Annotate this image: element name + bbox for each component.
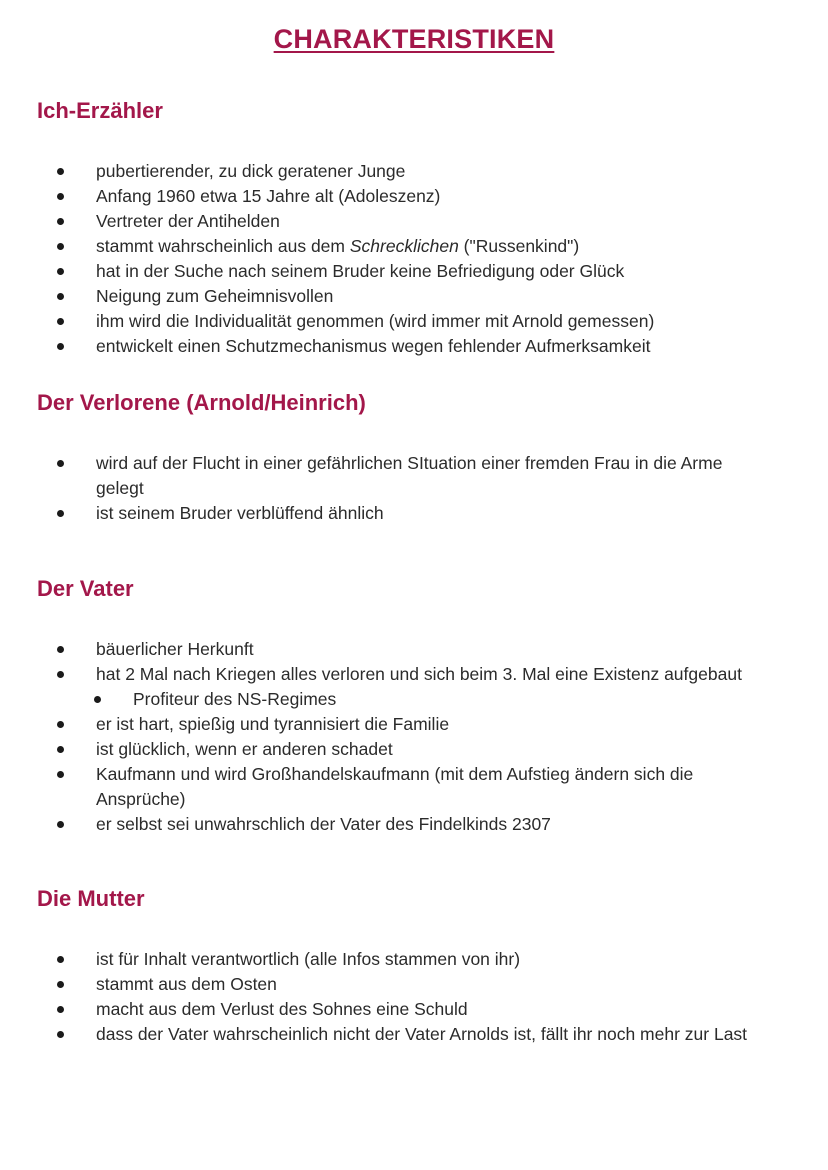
section-heading-ich-erzaehler: Ich-Erzähler <box>37 98 163 123</box>
list-item: ist glücklich, wenn er anderen schadet <box>0 737 800 762</box>
list-die-mutter <box>0 947 800 1047</box>
list-item: er selbst sei unwahrschlich der Vater des Findelkinds 2307 <box>0 812 800 837</box>
list-item-text: ("Russenkind") <box>458 236 580 256</box>
list-item: bäuerlicher Herkunft <box>0 637 800 662</box>
page-title: CHARAKTERISTIKEN <box>273 24 555 54</box>
list-item: ihm wird die Individualität genommen (wird immer mit Arnold gemessen) <box>0 309 800 334</box>
list-item: dass der Vater wahrscheinlich nicht der Vater Arnolds ist, fällt ihr noch mehr zur Last <box>0 1022 800 1047</box>
list-item: hat in der Suche nach seinem Bruder keine Befriedigung oder Glück <box>0 259 800 284</box>
list-item: wird auf der Flucht in einer gefährlichen SItuation einer fremden Frau in die Arme gelegt <box>0 451 800 501</box>
list-item: er ist hart, spießig und tyrannisiert die Familie <box>0 712 800 737</box>
list-ich-erzaehler <box>0 159 800 359</box>
section-heading-der-vater: Der Vater <box>37 576 134 601</box>
list-der-verlorene <box>0 451 800 526</box>
list-item: ist seinem Bruder verblüffend ähnlich <box>0 501 800 526</box>
list-item: macht aus dem Verlust des Sohnes eine Schuld <box>0 997 800 1022</box>
list-item: hat 2 Mal nach Kriegen alles verloren und sich beim 3. Mal eine Existenz aufgebaut <box>0 662 800 687</box>
list-item: Kaufmann und wird Großhandelskaufmann (mit dem Aufstieg ändern sich die Ansprüche) <box>0 762 800 812</box>
list-der-vater <box>0 637 800 837</box>
list-item: Anfang 1960 etwa 15 Jahre alt (Adoleszenz) <box>0 184 800 209</box>
list-item: ist für Inhalt verantwortlich (alle Infos stammen von ihr) <box>0 947 800 972</box>
list-item: entwickelt einen Schutzmechanismus wegen fehlender Aufmerksamkeit <box>0 334 800 359</box>
list-item-text: stammt wahrscheinlich aus dem <box>96 236 350 256</box>
list-item: stammt aus dem Osten <box>0 972 800 997</box>
section-heading-die-mutter: Die Mutter <box>37 886 145 911</box>
section-heading-der-verlorene: Der Verlorene (Arnold/Heinrich) <box>37 390 366 415</box>
list-item: pubertierender, zu dick geratener Junge <box>0 159 800 184</box>
list-subitem: Profiteur des NS-Regimes <box>0 687 800 712</box>
list-item: Vertreter der Antihelden <box>0 209 800 234</box>
list-item: Neigung zum Geheimnisvollen <box>0 284 800 309</box>
list-item-emphasis: Schrecklichen <box>349 236 459 256</box>
list-item <box>0 234 800 259</box>
